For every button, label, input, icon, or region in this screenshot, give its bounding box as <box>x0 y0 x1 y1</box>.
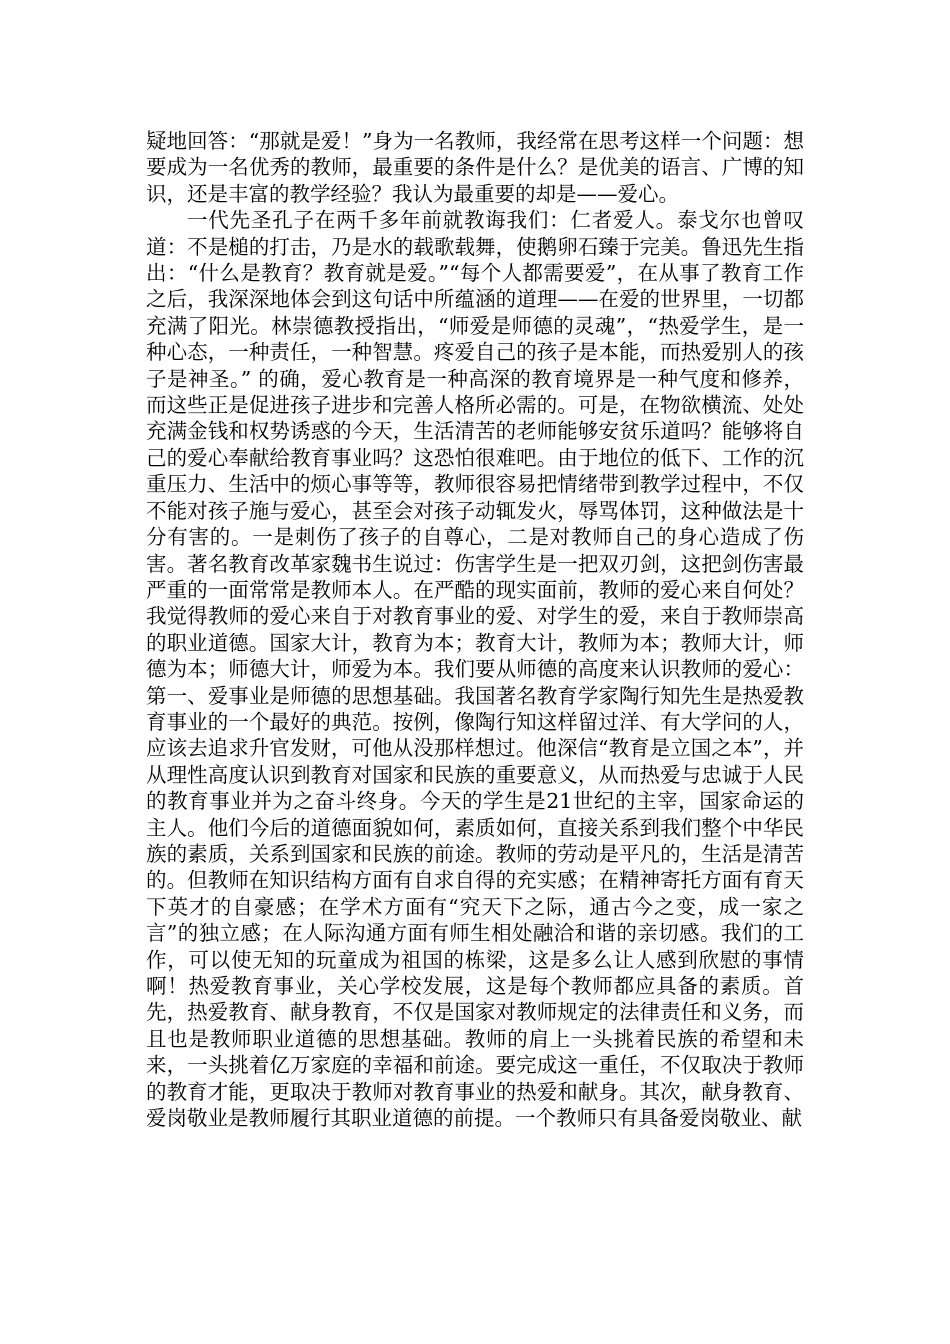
paragraph-2: 一代先圣孔子在两千多年前就教诲我们：仁者爱人。泰戈尔也曾叹道：不是槌的打击，乃是水的载歌载舞，使鹅卵石臻于完美。鲁迅先生指出：“什么是教育？教育就是爱。”“每个人都需要爱”，在从事了教育工作之后，我深深地体会到这句话中所蕴涵的道理——在爱的世界里，一切都充满了阳光。林崇德教授指出，“师爱是师德的灵魂”，“热爱学生，是一种心态，一种责任，一种智慧。疼爱自己的孩子是本能，而热爱别人的孩子是神圣。” 的确，爱心教育是一种高深的教育境界是一种气度和修养，而这些正是促进孩子进步和完善人格所必需的。可是，在物欲横流、处处充满金钱和权势诱惑的今天，生活清苦的老师能够安贫乐道吗？能够将自己的爱心奉献给教育事业吗？这恐怕很难吧。由于地位的低下、工作的沉重压力、生活中的烦心事等等，教师很容易把情绪带到教学过程中，不仅不能对孩子施与爱心，甚至会对孩子动辄发火，辱骂体罚，这种做法是十分有害的。一是刺伤了孩子的自尊心，二是对教师自己的身心造成了伤害。著名教育改革家魏书生说过：伤害学生是一把双刃剑，这把剑伤害最严重的一面常常是教师本人。在严酷的现实面前，教师的爱心来自何处？我觉得教师的爱心来自于对教育事业的爱、对学生的爱，来自于教师崇高的职业道德。国家大计，教育为本；教育大计，教师为本；教师大计，师德为本；师德大计，师爱为本。我们要从师德的高度来认识教师的爱心：第一、爱事业是师德的思想基础。我国著名教育学家陶行知先生是热爱教育事业的一个最好的典范。按例，像陶行知这样留过洋、有大学问的人，应该去追求升官发财，可他从没那样想过。他深信“教育是立国之本”，并从理性高度认识到教育对国家和民族的重要意义，从而热爱与忠诚于人民的教育事业并为之奋斗终身。今天的学生是21世纪的主宰，国家命运的主人。他们今后的道德面貌如何，素质如何，直接关系到我们整个中华民族的素质，关系到国家和民族的前途。教师的劳动是平凡的，生活是清苦的。但教师在知识结构方面有自求自得的充实感；在精神寄托方面有育天下英才的自豪感；在学术方面有“究天下之际，通古今之变，成一家之言”的独立感；在人际沟通方面有师生相处融洽和谐的亲切感。我们的工作，可以使无知的玩童成为祖国的栋梁，这是多么让人感到欣慰的事情啊！热爱教育事业，关心学校发展，这是每个教师都应具备的素质。首先，热爱教育、献身教育，不仅是国家对教师规定的法律责任和义务，而且也是教师职业道德的思想基础。教师的肩上一头挑着民族的希望和未来，一头挑着亿万家庭的幸福和前途。要完成这一重任，不仅取决于教师的教育才能，更取决于教师对教育事业的热爱和献身。其次，献身教育、爱岗敬业是教师履行其职业道德的前提。一个教师只有具备爱岗敬业、献 <box>146 208 804 1131</box>
document-body <box>146 128 804 1131</box>
paragraph-1: 疑地回答：“那就是爱！”身为一名教师，我经常在思考这样一个问题：想要成为一名优秀的教师，最重要的条件是什么？是优美的语言、广博的知识，还是丰富的教学经验？我认为最重要的却是——爱心。 <box>146 129 804 206</box>
